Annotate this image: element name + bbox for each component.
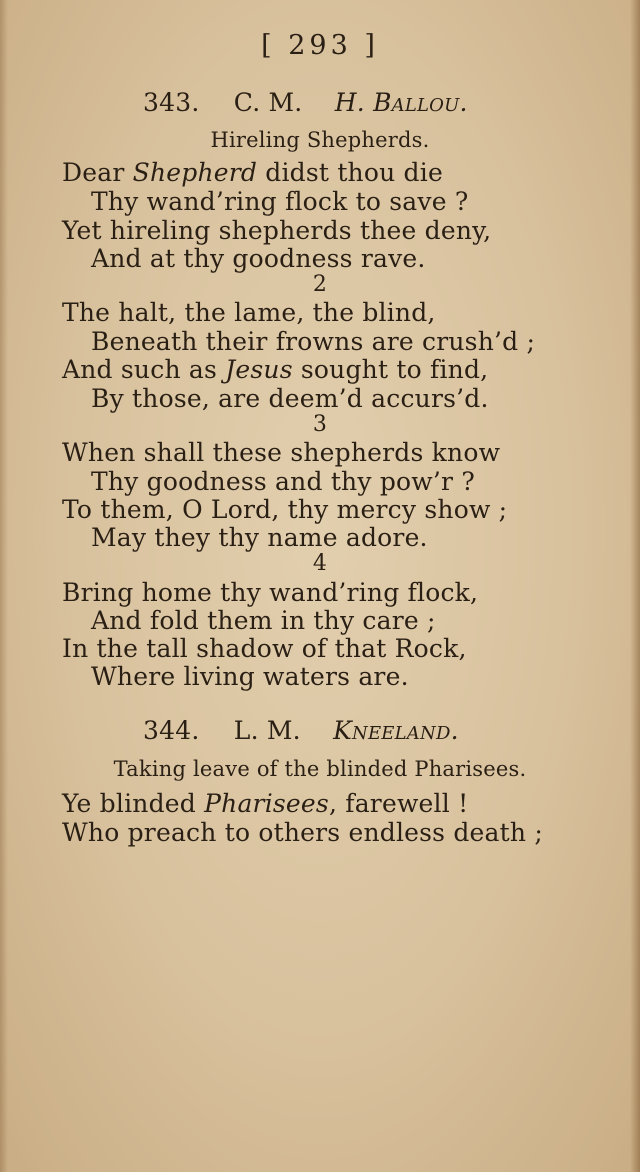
verse-line: And such as Jesus sought to find,	[62, 355, 489, 384]
hymn-title: Taking leave of the blinded Pharisees.	[113, 757, 527, 781]
verse-line: When shall these shepherds know	[62, 438, 501, 467]
verse-line: Ye blinded Pharisees, farewell !	[62, 789, 469, 818]
verse-line: And at thy goodness rave.	[91, 244, 426, 273]
verse-line: The halt, the lame, the blind,	[62, 298, 436, 327]
verse-line: In the tall shadow of that Rock,	[62, 634, 467, 663]
hymn-meter: C. M.	[233, 88, 303, 117]
hymn-heading	[143, 88, 468, 117]
verse-line: To them, O Lord, thy mercy show ;	[62, 495, 508, 524]
hymn-author: H. Ballou.	[334, 88, 468, 117]
hymn-meter: L. M.	[233, 716, 301, 745]
verse-line: Dear Shepherd didst thou die	[62, 158, 443, 187]
hymn-heading	[143, 716, 459, 745]
hymn-title: Hireling Shepherds.	[210, 128, 430, 152]
stanza-number: 2	[312, 272, 328, 297]
page-number: [ 293 ]	[261, 30, 379, 61]
hymn-author: Kneeland.	[333, 716, 459, 745]
verse-line: Where living waters are.	[91, 662, 409, 691]
verse-line: May they thy name adore.	[91, 523, 428, 552]
verse-line: Bring home thy wand’ring flock,	[62, 578, 479, 607]
verse-line: Who preach to others endless death ;	[62, 818, 543, 847]
page-left-edge	[0, 0, 8, 1172]
verse-line: Thy wand’ring flock to save ?	[91, 187, 469, 216]
verse-line: Beneath their frowns are crush’d ;	[91, 327, 536, 356]
verse-line: And fold them in thy care ;	[91, 606, 436, 635]
hymn-number: 344.	[143, 716, 200, 745]
stanza-number: 3	[312, 412, 328, 437]
verse-line: By those, are deem’d accurs’d.	[91, 384, 489, 413]
page-right-edge	[630, 0, 640, 1172]
stanza-number: 4	[312, 551, 328, 576]
hymn-number: 343.	[143, 88, 200, 117]
verse-line: Thy goodness and thy pow’r ?	[91, 467, 475, 496]
verse-line: Yet hireling shepherds thee deny,	[62, 216, 492, 245]
